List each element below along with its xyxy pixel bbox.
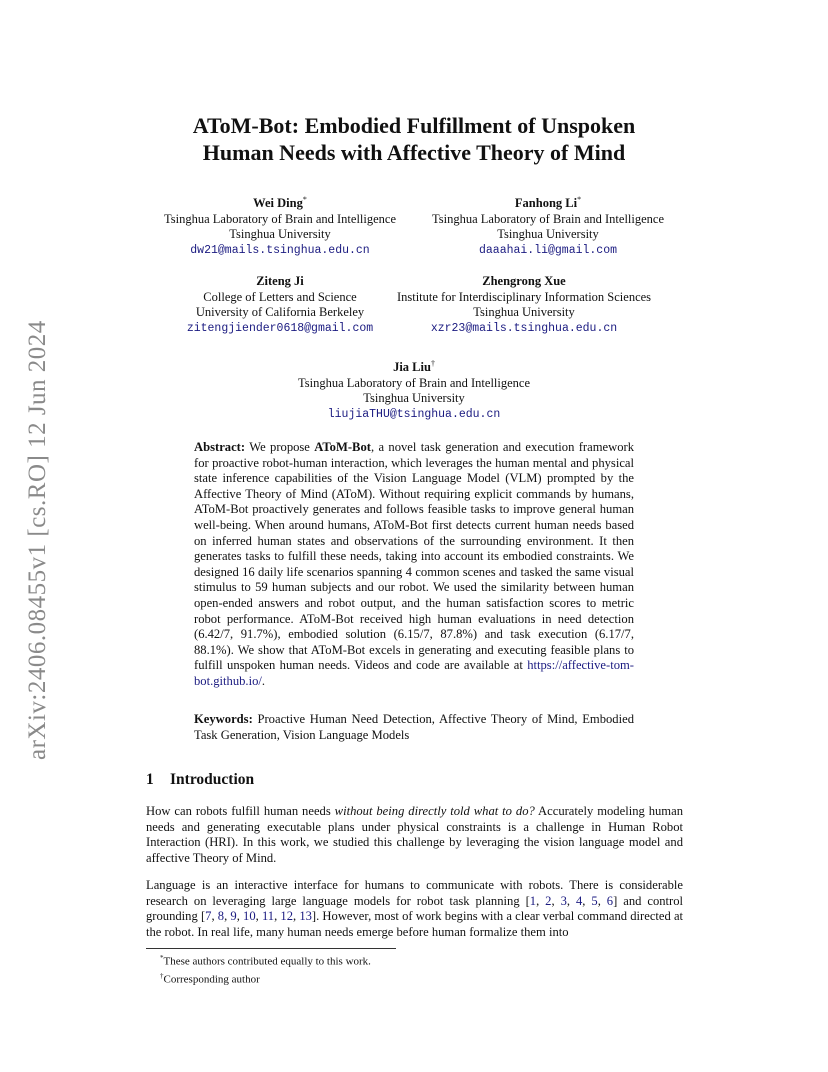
author-block-2: [418, 192, 678, 259]
author-affiliation: College of Letters and Science: [203, 289, 357, 304]
footnote-equal-contribution: [160, 951, 371, 969]
project-link[interactable]: https://affective-tom-bot.github.io/: [194, 658, 634, 688]
citation-link[interactable]: 6: [606, 893, 614, 908]
author-block-1: [150, 192, 410, 259]
paragraph-text: How can robots fulfill human needs: [146, 804, 331, 818]
author-mark: †: [430, 359, 435, 368]
author-mark: *: [577, 195, 582, 204]
author-name: Fanhong Li: [514, 196, 578, 211]
abstract-lead: We propose: [249, 440, 310, 454]
author-email[interactable]: xzr23@mails.tsinghua.edu.cn: [430, 321, 618, 335]
author-affiliation: Tsinghua Laboratory of Brain and Intelligence: [163, 211, 397, 226]
author-block-4: [382, 274, 666, 336]
arxiv-side-stamp: arXiv:2406.08455v1 [cs.RO] 12 Jun 2024: [24, 320, 51, 760]
abstract-end: .: [261, 673, 266, 688]
paragraph-emphasis: without being directly told what to do?: [334, 804, 535, 818]
keywords-text: Proactive Human Need Detection, Affective Theory of Mind, Embodied Task Generation, Vision Language Models: [194, 712, 634, 742]
citation-link[interactable]: 4: [575, 893, 583, 908]
author-mark: *: [302, 195, 307, 204]
intro-paragraph-1: [146, 804, 683, 866]
author-name: Wei Ding: [253, 196, 303, 211]
footnote-divider: [146, 948, 396, 949]
author-email[interactable]: daaahai.li@gmail.com: [478, 243, 618, 257]
paragraph-text: ]. However, most of work begins with a clear verbal command directed at the robot. In real life, many human needs emerge before human formalize them into: [146, 909, 684, 939]
keywords: [194, 712, 634, 743]
author-name: Jia Liu: [393, 360, 431, 375]
paragraph-text: Accurately modeling human needs and generating executable plans under physical constraints is a challenge in Human Robot Interaction (HRI). In this work, we studied this challenge by leveraging the vision language model and affective Theory of Mind.: [146, 804, 683, 865]
title-line-1: AToM-Bot: Embodied Fulfillment of Unspoken: [192, 113, 636, 138]
author-institution: University of California Berkeley: [195, 305, 365, 320]
author-institution: Tsinghua University: [497, 227, 599, 242]
footnote-mark: †: [160, 971, 164, 980]
footnote-text: These authors contributed equally to this work.: [163, 955, 371, 968]
footnote-corresponding-author: [160, 969, 371, 987]
citation-link[interactable]: 2: [545, 893, 552, 908]
citation-link[interactable]: 8: [217, 909, 225, 924]
author-name: Zhengrong Xue: [482, 274, 566, 288]
author-affiliation: Institute for Interdisciplinary Information Sciences: [396, 289, 652, 304]
paragraph-text: Language is an interactive interface for humans to communicate with robots. There is considerable research on leveraging large language models for robot task planning [: [146, 878, 683, 908]
author-affiliation: Tsinghua Laboratory of Brain and Intelligence: [431, 211, 665, 226]
citation-link[interactable]: 1: [529, 893, 537, 908]
citation-link[interactable]: 5: [591, 893, 598, 908]
author-institution: Tsinghua University: [473, 305, 575, 320]
intro-paragraph-2: Language is an interactive interface for humans to communicate with robots. There is considerable research on leveraging large language models for robot task planning [1, 2, 3, 4, 5, 6] and control grounding [7, 8, 9, 10, 11, 12, 13]. However, most of work begins with a clear verbal command directed at the robot. In real life, many human needs emerge before human formalize them into: [146, 878, 684, 939]
author-institution: Tsinghua University: [229, 227, 331, 242]
abstract-system-name: AToM-Bot: [314, 440, 371, 454]
abstract: [194, 440, 634, 690]
section-title: Introduction: [170, 771, 255, 788]
paper-title: [110, 112, 718, 166]
author-affiliation: Tsinghua Laboratory of Brain and Intelligence: [297, 375, 531, 390]
abstract-label: Abstract:: [194, 440, 246, 454]
section-heading-introduction: [146, 771, 254, 789]
author-block-3: [150, 274, 410, 336]
citation-link[interactable]: 9: [230, 909, 237, 924]
citation-link[interactable]: 13: [299, 909, 312, 924]
keywords-label: Keywords:: [194, 712, 253, 726]
author-email[interactable]: dw21@mails.tsinghua.edu.cn: [190, 243, 370, 257]
author-email[interactable]: zitengjiender0618@gmail.com: [186, 321, 374, 335]
citation-link[interactable]: 7: [205, 909, 212, 924]
author-email[interactable]: liujiaTHU@tsinghua.edu.cn: [327, 407, 501, 421]
title-line-2: Human Needs with Affective Theory of Mind: [202, 140, 626, 165]
author-block-5: [284, 356, 544, 423]
author-name: Ziteng Ji: [256, 274, 304, 288]
citation-link[interactable]: 12: [280, 909, 293, 924]
footnote-mark: *: [160, 954, 164, 962]
citation-link[interactable]: 10: [243, 909, 256, 924]
footnotes: [160, 951, 371, 986]
citation-link[interactable]: 3: [560, 893, 567, 908]
footnote-text: Corresponding author: [163, 973, 260, 986]
paragraph-text: ] and control grounding [: [146, 893, 684, 924]
citation-link[interactable]: 11: [261, 909, 275, 924]
author-institution: Tsinghua University: [363, 391, 465, 406]
section-number: 1: [146, 771, 154, 788]
abstract-body: , a novel task generation and execution framework for proactive robot-human interaction, which leverages the human mental and physical state inference capabilities of the Vision Language Model (VLM) prompted by the Affective Theory of Mind (AToM). Without requiring explicit commands by humans, AToM-Bot proactively generates and follows feasible tasks to improve general human well-being. When around humans, AToM-Bot first detects current human needs based on inferred human states and observations of the surrounding environment. It then generates tasks to fulfill these needs, taking into account its embodied constraints. We designed 16 daily life scenarios spanning 4 common scenes and tasked the same visual stimulus to 59 human subjects and our robot. We used the similarity between human open-ended answers and robot output, and the human satisfaction scores to metric robot performance. AToM-Bot received high human evaluations in need detection (6.42/7, 91.7%), embodied solution (6.15/7, 87.8%) and task execution (6.17/7, 88.1%). We show that AToM-Bot excels in generating and executing feasible plans to fulfill unspoken human needs. Videos and code are available at: [194, 440, 634, 673]
